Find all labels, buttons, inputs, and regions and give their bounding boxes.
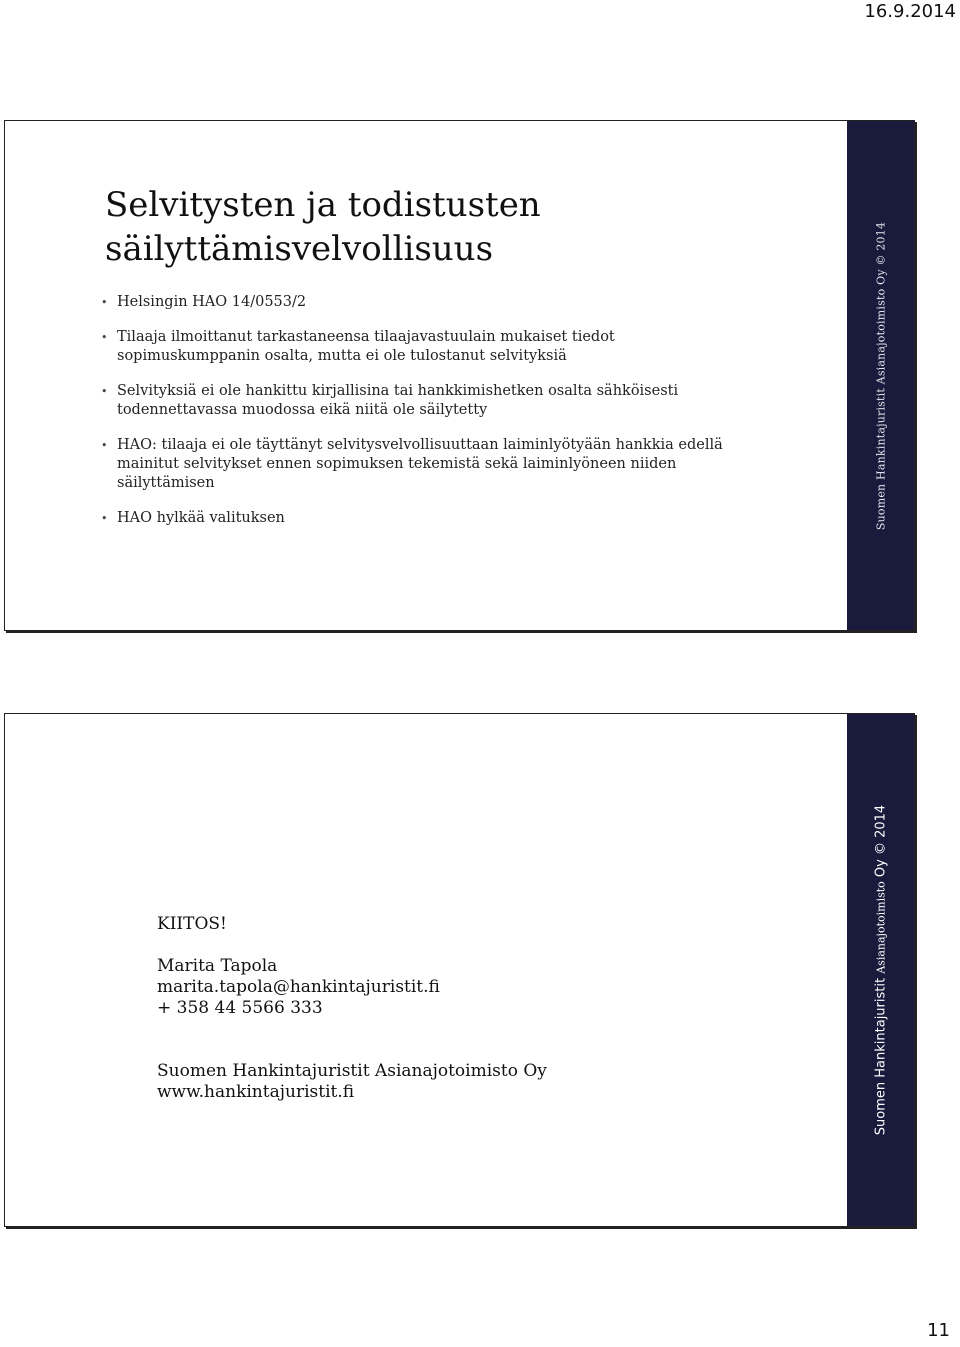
bullet-text: Helsingin HAO 14/0553/2 (117, 294, 307, 310)
list-item (101, 509, 761, 528)
side-band-part1: Suomen Hankintajuristit (873, 977, 888, 1136)
bullet-icon: • (101, 439, 108, 452)
thanks-heading: KIITOS! (157, 914, 227, 934)
bullet-icon: • (101, 512, 108, 525)
bullet-text: HAO: tilaaja ei ole täyttänyt selvitysvelvollisuuttaan laiminlyötyään hankkia edellä mainitut selvitykset ennen sopimuksen tekemistä sekä laiminlyöneen niiden säilyttämisen (117, 437, 723, 491)
list-item (101, 328, 761, 366)
bullet-text: Selvityksiä ei ole hankittu kirjallisina tai hankkimishetken osalta sähköisesti todennettavassa muodossa eikä niitä ole säilytetty (117, 383, 679, 418)
side-band-part3: Oy © 2014 (873, 804, 888, 878)
side-band (847, 714, 914, 1226)
side-band-text (873, 805, 888, 1135)
contact-phone: + 358 44 5566 333 (157, 998, 323, 1018)
bullet-icon: • (101, 385, 108, 398)
bullet-icon: • (101, 331, 108, 344)
side-band (847, 121, 914, 630)
company-website: www.hankintajuristit.fi (157, 1082, 355, 1102)
bullet-icon: • (101, 296, 108, 309)
contact-block (157, 914, 797, 1103)
bullet-text: Tilaaja ilmoittanut tarkastaneensa tilaajavastuulain mukaiset tiedot sopimuskumppanin osalta, mutta ei ole tulostanut selvityksiä (117, 329, 615, 364)
slide-1 (4, 120, 915, 631)
contact-email: marita.tapola@hankintajuristit.fi (157, 977, 440, 997)
bullet-list (101, 293, 761, 544)
bullet-text: HAO hylkää valituksen (117, 510, 285, 526)
list-item (101, 436, 761, 493)
slide-title: Selvitysten ja todistusten säilyttämisvelvollisuus (105, 185, 541, 269)
slide-2 (4, 713, 915, 1227)
list-item (101, 382, 761, 420)
company-name: Suomen Hankintajuristit Asianajotoimisto Oy (157, 1061, 547, 1081)
page-date: 16.9.2014 (864, 1, 956, 22)
page-number: 11 (927, 1320, 950, 1341)
side-band-part2: Asianajotoimisto (874, 881, 887, 974)
contact-name: Marita Tapola (157, 956, 278, 976)
list-item (101, 293, 761, 312)
side-band-text: Suomen Hankintajuristit Asianajotoimisto Oy © 2014 (874, 221, 887, 530)
